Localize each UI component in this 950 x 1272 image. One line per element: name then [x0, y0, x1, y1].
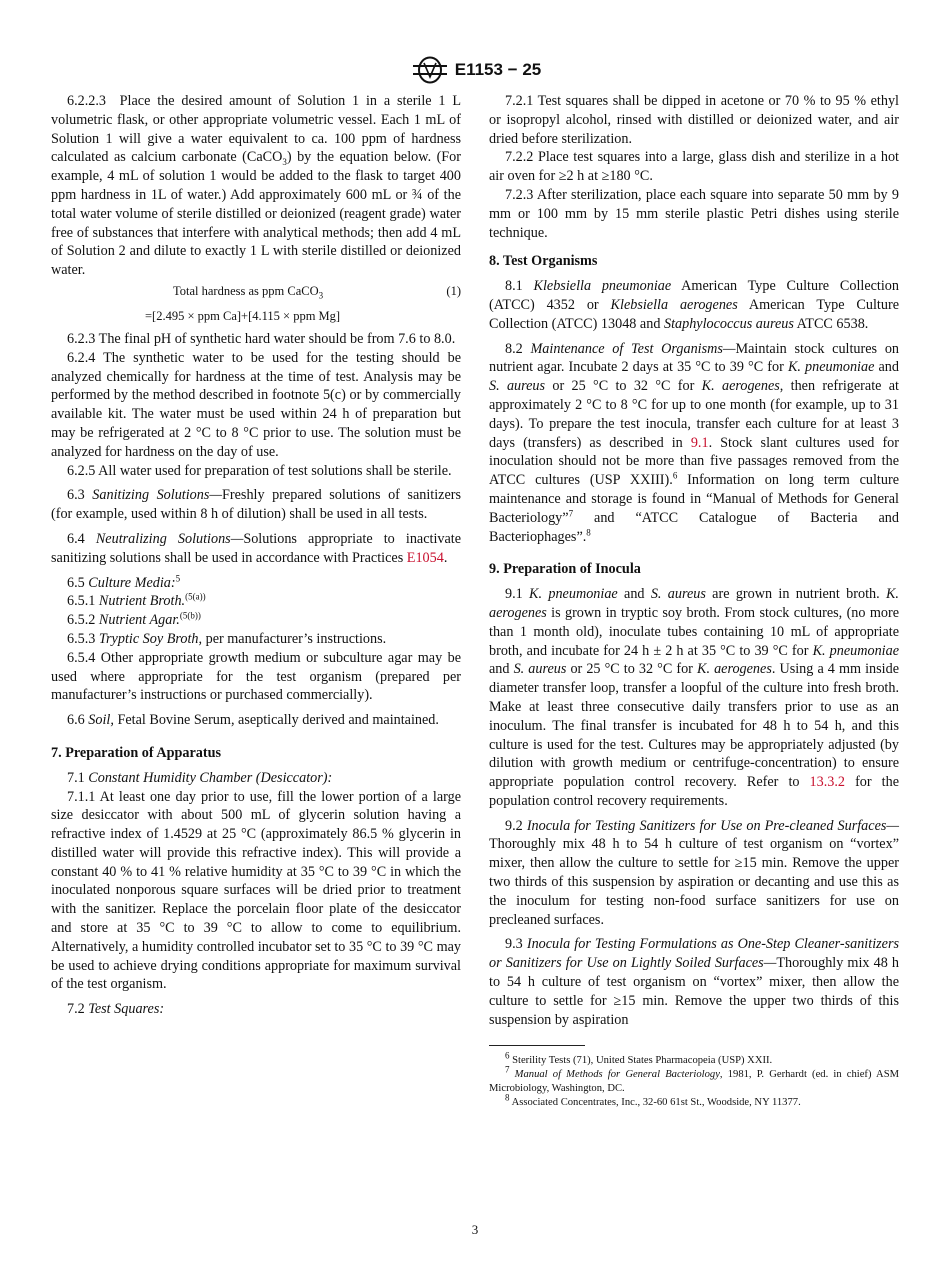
footnote-7: $^7$ Manual of Methods for General Bacteriology, 1981, P. Gerhardt (ed. in chief) ASM Microbiology, Washington, DC.: [489, 1064, 900, 1095]
section-7-2-3: 7.2.3 After sterilization, place each square into separate 50 mm by 9 mm or 100 mm by 15 mm sterile plastic Petri dishes using sterile technique.: [489, 186, 899, 241]
section-6-5: 6.5 Culture Media:$^5$: [67, 572, 181, 591]
footnote-divider: [489, 1045, 585, 1046]
section-6-5-2: 6.5.2 Nutrient Agar.$^{(5(b))}$: [67, 610, 201, 629]
section-6-2-2-3: 6.2.2.3 Place the desired amount of Solution 1 in a sterile 1 L volumetric flask, or other appropriate volumetric vessel. Each 1 mL of Solution 1 will give a water equivalent to ca. 100 ppm of hardness calculated as calcium carbonate (CaCO$_3$) by the equation below. (For example, 4 mL of solution 1 would be added to the flask to target 400 ppm hardness in 1L of water.) Add approximately 600 mL or ¾ of the total water volume of sterile distilled or deionized (reagent grade) water free of substances that interfere with analytical methods; then add 4 mL of Solution 2 and dilute to exactly 1 L with sterile distilled or deionized water.: [51, 93, 462, 279]
section-6-5-4: 6.5.4 Other appropriate growth medium or subculture agar may be used where appropriate for the test organism (prepared per manufacturer’s instructions or purchased commercially).: [51, 649, 461, 704]
right-column: [489, 92, 899, 1110]
section-8-2: 8.2 Maintenance of Test Organisms—Maintain stock cultures on nutrient agar. Incubate 2 days at 35 °C to 39 °C for K. pneumoniae and S. aureus or 25 °C to 32 °C for K. aerogenes, then refrigerate at approximately 2 °C to 8 °C for up to one month (for example, up to 31 days). To prepare the test inocula, transfer each culture for at least 3 days (transfers) as described in 9.1. Stock slant cultures used for inoculation should not be more than five passages removed from the ATCC cultures (USP XXIII).$^6$ Information on long term culture maintenance and storage is found in “Manual of Methods for General Bacteriology”$^7$ and “ATCC Catalogue of Bacteria and Bacteriophages”.$^8$: [489, 340, 899, 545]
heading-section-8: 8. Test Organisms: [489, 253, 598, 270]
section-6-4: 6.4 Neutralizing Solutions—Solutions appropriate to inactivate sanitizing solutions shall be used in accordance with Practices E1054.: [51, 530, 462, 566]
section-9-2: 9.2 Inocula for Testing Sanitizers for Use on Pre-cleaned Surfaces—Thoroughly mix 48 h to 54 h culture of test organism on “vortex” mixer, then allow the culture to settle for ≥15 min. Remove the upper two thirds of this suspension by aspiration or decanting and use this as the inoculum for testing non-food surface sanitizers for use on precleaned surfaces.: [489, 817, 899, 928]
footnote-6: $^6$ Sterility Tests (71), United States Pharmacopeia (USP) XXII.: [505, 1050, 773, 1067]
section-6-5-1: 6.5.1 Nutrient Broth.$^{(5(a))}$: [67, 591, 206, 610]
section-7-1-1: 7.1.1 At least one day prior to use, fill the lower portion of a large size desiccator with about 500 mL of glycerin solution having a refractive index of 1.4529 at 25 °C (approximately 86.5 % glycerin in distilled water will provide this refractive index). This will provide a constant 40 % to 41 % relative humidity at 35 °C to 39 °C in which the inoculated nonporous square surfaces will be dried prior to treatment with the sanitizer. Replace the porcelain floor plate of the desiccator and store at 35 °C to 39 °C to allow to come to equilibrium. Alternatively, a humidity controlled incubator set to 35 °C to 39 °C may be used to achieve drying conditions appropriate for maximum survival of the test organism.: [51, 788, 461, 993]
section-6-3: 6.3 Sanitizing Solutions—Freshly prepared solutions of sanitizers (for example, used within 8 h of dilution) shall be used in all tests.: [51, 487, 462, 523]
equation-number: (1): [446, 283, 461, 298]
document-id: E1153 − 25: [454, 60, 542, 79]
page-number: 3: [471, 1222, 479, 1237]
section-6-2-4: 6.2.4 The synthetic water to be used for the testing should be analyzed chemically for hardness at the time of test. Analysis may be performed by the method described in footnote 5(c) or by commercially available kit. The water must be used within 24 h of preparation but may be refrigerated at 2 °C to 8 °C prior to use. The solution must be analyzed for hardness on the day of use.: [51, 349, 461, 460]
section-6-5-3: 6.5.3 Tryptic Soy Broth, per manufacturer’s instructions.: [67, 630, 387, 647]
section-7-2: 7.2 Test Squares:: [67, 1001, 165, 1018]
section-9-1: 9.1 K. pneumoniae and S. aureus are grown in nutrient broth. K. aerogenes is grown in tryptic soy broth. From stock cultures, (no more than 1 month old), inoculate tubes containing 10 mL of appropriate broth, and incubate for 24 h ± 2 h at 35 °C to 39 °C for K. pneumoniae and S. aureus or 25 °C to 32 °C for K. aerogenes. Using a 4 mm inside diameter transfer loop, transfer a loopful of the culture into fresh broth. Make at least three consecutive daily transfers prior to use as an inoculum. The final transfer is incubated for 48 h to 54 h, and this culture is used for the test. Cultures may be appropriately adjusted (by dilution with growth medium or centrifuge-concentration) to ensure appropriate population control recovery. Refer to 13.3.2 for the population control recovery requirements.: [489, 586, 900, 809]
section-8-1: 8.1 Klebsiella pneumoniae American Type Culture Collection (ATCC) 4352 or Klebsiella aerogenes American Type Culture Collection (ATCC) 13048 and Staphylococcus aureus ATCC 6538.: [489, 278, 899, 332]
equation-line-2: =[2.495 × ppm Ca]+[4.115 × ppm Mg]: [145, 308, 341, 323]
page-header: [0, 56, 950, 84]
equation-1: Total hardness as ppm CaCO$_3$ (1): [173, 283, 461, 301]
ref-link-9-1[interactable]: 9.1: [690, 434, 709, 451]
equation-line-1: Total hardness as ppm CaCO: [173, 283, 319, 298]
section-9-3: 9.3 Inocula for Testing Formulations as One-Step Cleaner-sanitizers or Sanitizers for Use on Lightly Soiled Surfaces—Thoroughly mix 48 h to 54 h culture of test organism on “vortex” mixer, then allow the culture to settle for ≥15 min. Remove the upper two thirds of this suspension by aspiration: [489, 936, 900, 1028]
astm-logo-icon: [409, 56, 451, 84]
heading-section-7: 7. Preparation of Apparatus: [51, 744, 221, 761]
left-column: [51, 92, 461, 1019]
ref-link-13-3-2[interactable]: 13.3.2: [809, 774, 846, 791]
section-7-2-2: 7.2.2 Place test squares into a large, glass dish and sterilize in a hot air oven for ≥2 h at ≥180 °C.: [489, 149, 899, 185]
section-6-2-3: 6.2.3 The final pH of synthetic hard water should be from 7.6 to 8.0.: [67, 330, 456, 347]
section-7-1: 7.1 Constant Humidity Chamber (Desiccator):: [67, 769, 333, 786]
section-7-2-1: 7.2.1 Test squares shall be dipped in acetone or 70 % to 95 % ethyl or isopropyl alcohol, rinsed with distilled or deionized water, and air dried before sterilization.: [489, 93, 899, 147]
heading-section-9: 9. Preparation of Inocula: [489, 561, 641, 578]
section-6-2-5: 6.2.5 All water used for preparation of test solutions shall be sterile.: [67, 462, 452, 479]
section-6-6: 6.6 Soil, Fetal Bovine Serum, aseptically derived and maintained.: [67, 712, 439, 729]
footnote-8: $^8$ Associated Concentrates, Inc., 32-60 61st St., Woodside, NY 11377.: [505, 1092, 801, 1109]
ref-link-e1054[interactable]: E1054: [406, 549, 444, 566]
